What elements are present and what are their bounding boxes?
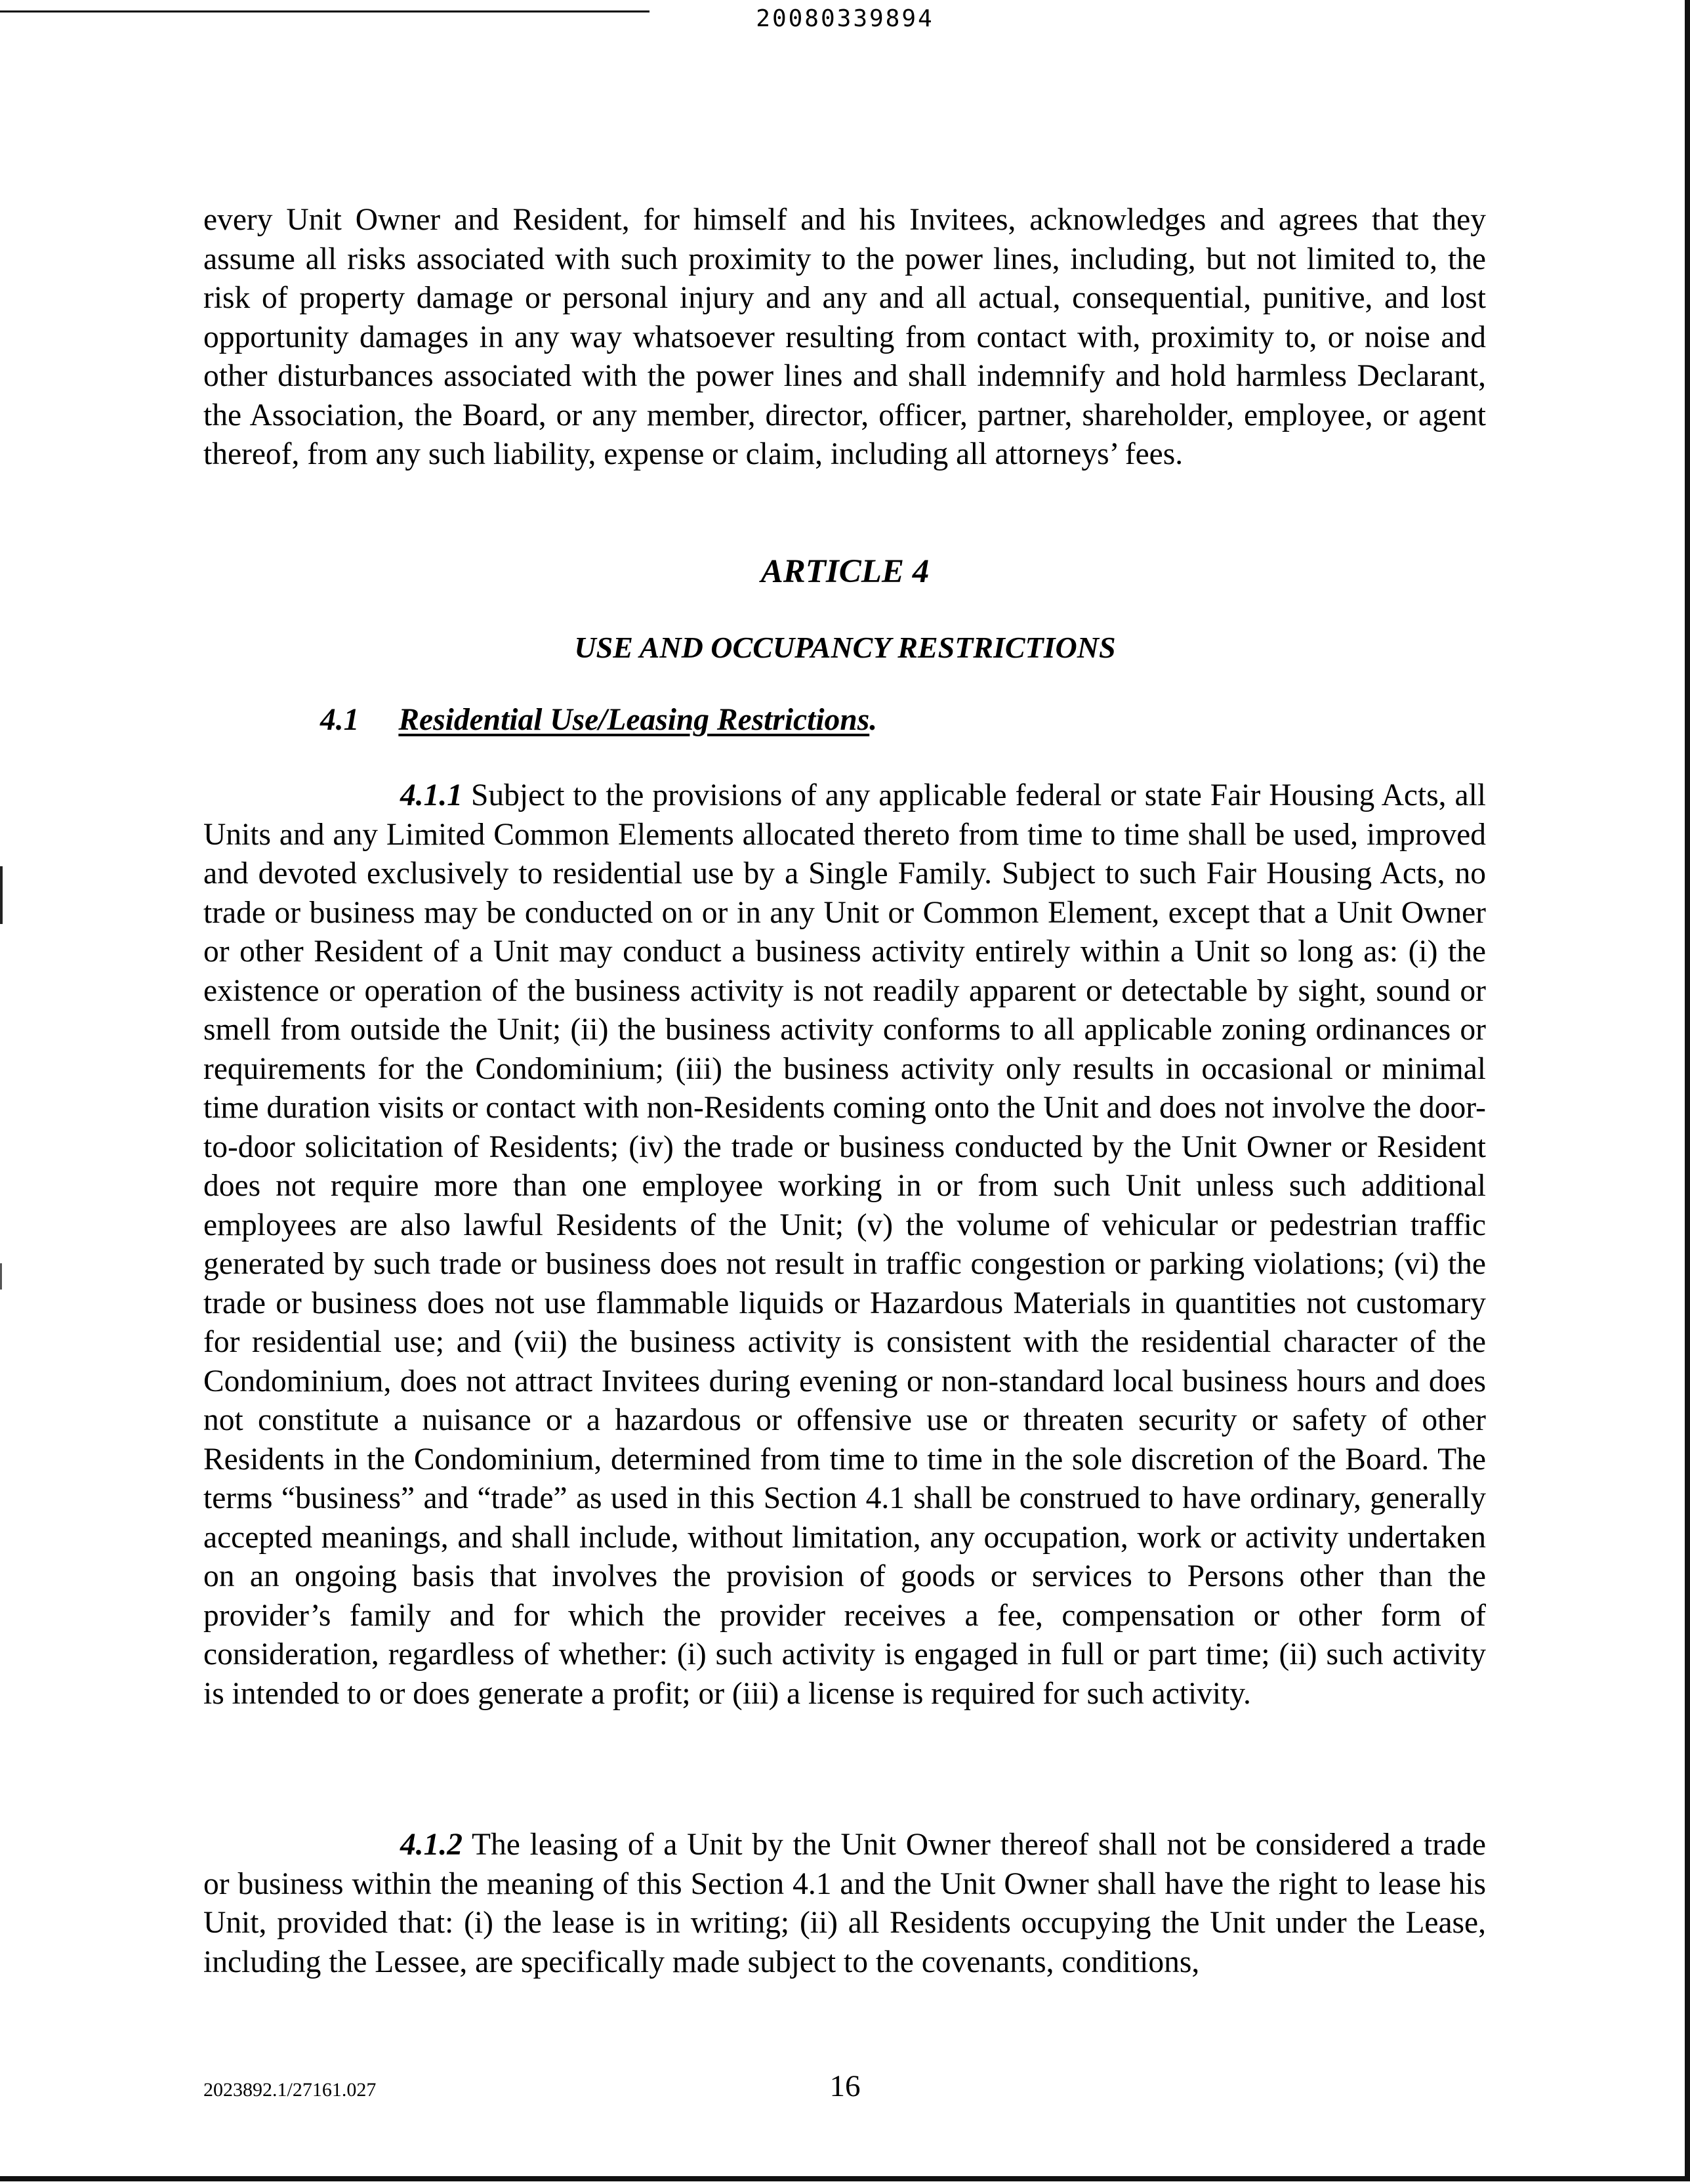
subsection-paragraph: [203, 1826, 1486, 1982]
continued-paragraph: every Unit Owner and Resident, for himself and his Invitees, acknowledges and agrees that they assume all risks associated with such proximity to the power lines, including, but not limited to, the risk of property damage or personal injury and any and all actual, consequential, punitive, and lost opportunity damages in any way whatsoever resulting from contact with, proximity to, or noise and other disturbances associated with the power lines and shall indemnify and hold harmless Declarant, the Association, the Board, or any member, director, officer, partner, shareholder, employee, or agent thereof, from any such liability, expense or claim, including all attorneys’ fees.: [203, 203, 1486, 471]
section-heading: [320, 702, 877, 738]
footer-document-id: 2023892.1/27161.027: [203, 2079, 377, 2101]
scan-edge-mark: [0, 866, 3, 924]
subsection-text: Subject to the provisions of any applicable federal or state Fair Housing Acts, all Units and any Limited Common Elements allocated thereto from time to time shall be used, improved and devoted exclusively to residential use by a Single Family. Subject to such Fair Housing Acts, no trade or business may be conducted on or in any Unit or Common Element, except that a Unit Owner or other Resident of a Unit may conduct a business activity entirely within a Unit so long as: (i) the existence or operation of the business activity is not readily apparent or detectable by sight, sound or smell from outside the Unit; (ii) the business activity conforms to all applicable zoning ordinances or requirements for the Condominium; (iii) the business activity only results in occasional or minimal time duration visits or contact with non-Residents coming onto the Unit and does not involve the door-to-door solicitation of Residents; (iv) the trade or business conducted by the Unit Owner or Resident does not require more than one employee working in or from such Unit unless such additional employees are also lawful Residents of the Unit; (v) the volume of vehicular or pedestrian traffic generated by such trade or business does not result in traffic congestion or parking violations; (vi) the trade or business does not use flammable liquids or Hazardous Materials in quantities not customary for residential use; and (vii) the business activity is consistent with the residential character of the Condominium, does not attract Invitees during evening or non-standard local business hours and does not constitute a nuisance or a hazardous or offensive use or threaten security or safety of other Residents in the Condominium, determined from time to time in the sole discretion of the Board. The terms “business” and “trade” as used in this Section 4.1 shall be construed to have ordinary, generally accepted meanings, and shall include, without limitation, any occupation, work or activity undertaken on an ongoing basis that involves the provision of goods or services to Persons other than the provider’s family and for which the provider receives a fee, compensation or other form of consideration, regardless of whether: (i) such activity is engaged in full or part time; (ii) such activity is intended to or does generate a profit; or (iii) a license is required for such activity.: [203, 778, 1486, 1711]
section-title-period: .: [869, 703, 878, 737]
subsection-text: The leasing of a Unit by the Unit Owner thereof shall not be considered a trade or business within the meaning of this Section 4.1 and the Unit Owner shall have the right to lease his Unit, provided that: (i) the lease is in writing; (ii) all Residents occupying the Unit under the Lease, including the Lessee, are specifically made subject to the covenants, conditions,: [203, 1828, 1486, 1979]
article-subtitle: USE AND OCCUPANCY RESTRICTIONS: [574, 631, 1116, 664]
recording-number: 20080339894: [756, 5, 934, 32]
scan-border-right: [1685, 0, 1690, 2177]
section-number: 4.1: [320, 703, 360, 737]
page-number: 16: [829, 2069, 861, 2103]
scan-edge-mark: [0, 1263, 2, 1290]
subsection-paragraph: [203, 776, 1486, 1713]
subsection-number: 4.1.2: [400, 1828, 463, 1862]
article-title: ARTICLE 4: [760, 553, 930, 590]
subsection-number: 4.1.1: [400, 778, 463, 812]
section-title: Residential Use/Leasing Restrictions: [398, 703, 870, 737]
scan-border-bottom: [0, 2176, 1690, 2181]
